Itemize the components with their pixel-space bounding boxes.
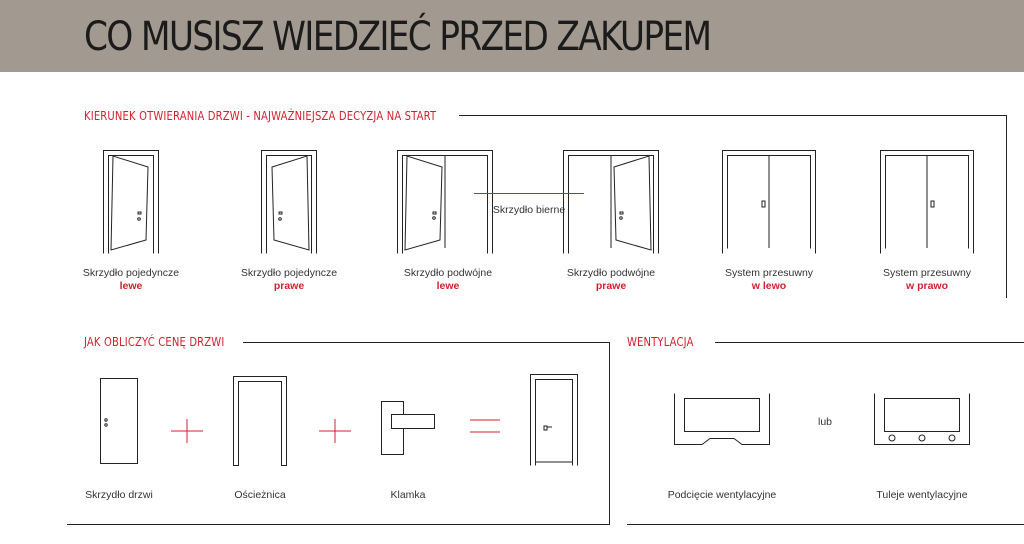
opening-frame-top [459,115,1007,116]
caption-line: System przesuwny [882,267,972,279]
double-door-right-icon [563,150,659,254]
equals-icon [470,419,500,433]
caption-accent: prawe [273,280,305,292]
vent-item-sleeves: Tuleje wentylacyjne [876,489,968,501]
complete-door-icon [530,374,578,466]
vent-frame-bottom [627,524,1024,525]
page-title: CO MUSISZ WIEDZIEĆ PRZED ZAKUPEM [84,14,711,60]
passive-leaf-pointer [474,193,584,194]
vent-frame-top [715,342,1024,343]
door-handle-icon [381,401,435,455]
price-frame-top [243,342,610,343]
sliding-door-right-icon [880,150,974,254]
vent-undercut-icon [674,393,770,445]
vent-item-undercut: Podcięcie wentylacyjne [667,489,777,501]
caption-line: Skrzydło podwójne [566,267,656,279]
vent-section-title: WENTYLACJA [627,334,694,349]
price-item-leaf: Skrzydło drzwi [85,489,153,501]
caption-line: Skrzydło podwójne [403,267,493,279]
caption-double-right [531,267,691,293]
plus-icon [319,419,351,443]
caption-line: Skrzydło pojedyncze [240,267,338,279]
double-door-left-icon [397,150,493,254]
single-door-left-icon [103,150,159,254]
caption-accent: w lewo [751,280,787,292]
vent-or-label: lub [817,416,832,428]
door-leaf-icon [100,378,138,464]
caption-sliding-right [847,267,1007,293]
caption-accent: w prawo [905,280,948,292]
plus-icon [171,419,203,443]
caption-single-left [51,267,211,293]
caption-accent: prawe [595,280,627,292]
opening-section-title: KIERUNEK OTWIERANIA DRZWI - NAJWAŻNIEJSZA DECYZJA NA START [84,108,437,123]
caption-double-left [368,267,528,293]
price-section-title: JAK OBLICZYĆ CENĘ DRZWI [84,334,225,349]
caption-line: Skrzydło pojedyncze [82,267,180,279]
caption-accent: lewe [436,280,460,292]
price-frame-bottom [67,524,610,525]
vent-sleeves-icon [874,393,970,445]
price-item-frame: Ościeżnica [234,489,286,501]
header-bar [0,0,1024,72]
caption-single-right [209,267,369,293]
door-frame-icon [233,376,287,466]
caption-accent: lewe [119,280,143,292]
caption-sliding-left [689,267,849,293]
caption-line: System przesuwny [724,267,814,279]
passive-leaf-label: Skrzydło bierne [492,204,566,216]
price-frame-right [609,342,610,525]
single-door-right-icon [261,150,317,254]
sliding-door-left-icon [722,150,816,254]
price-item-handle: Klamka [390,489,426,501]
